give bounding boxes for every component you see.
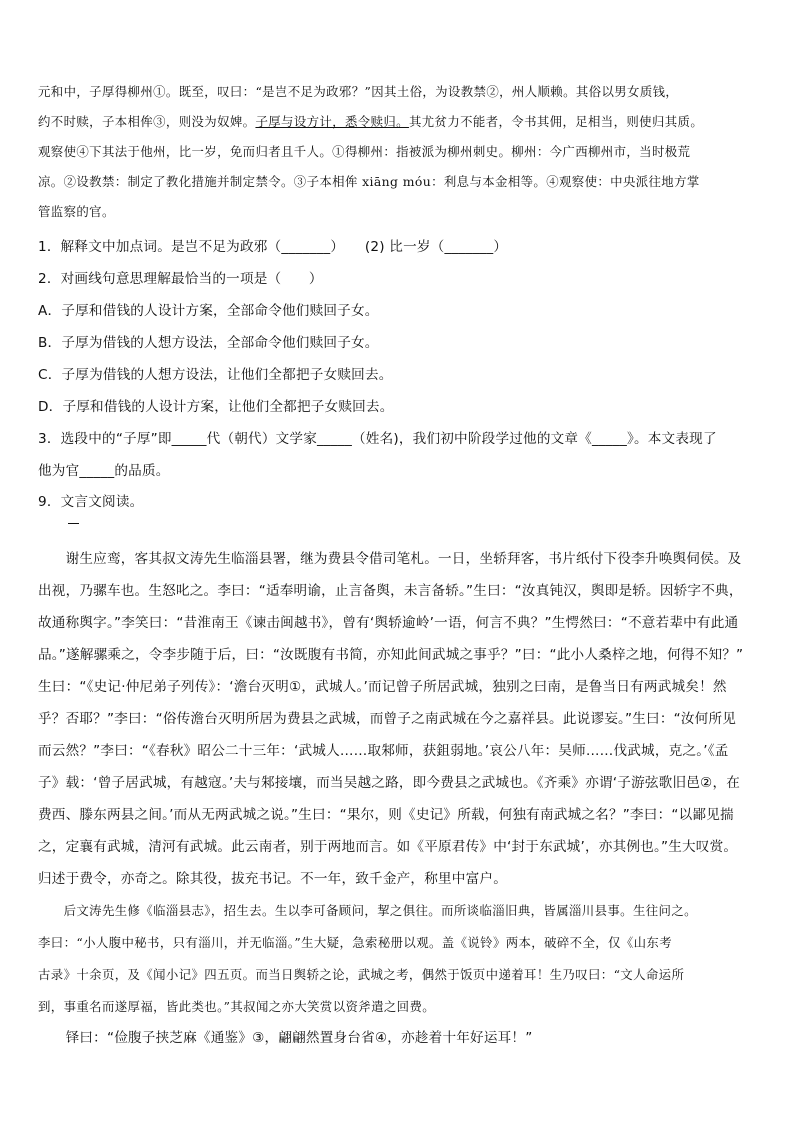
passage1-line-2-b: 其尤贫力不能者，令书其佣，足相当，则使归其质。 bbox=[408, 114, 704, 129]
passage1-line-5: 管监察的官。 bbox=[38, 204, 115, 219]
passage3-line-4: 到，事重名而遂厚福，皆此类也。”其叔闻之亦大笑赏以资斧遣之回费。 bbox=[38, 999, 436, 1014]
question-2: 2．对画线句意思理解最恰当的一项是（ ） bbox=[38, 271, 323, 287]
option-d: D．子厚和借钱的人设计方案，让他们全都把子女赎回去。 bbox=[38, 399, 394, 415]
passage2-line-9: 费西、滕东两县之间。’而从无两武城之说。”生曰：“果尔，则《史记》所载，何独有南武城之名？”李曰：“以鄙见揣 bbox=[38, 807, 734, 823]
passage2-line-5: 生曰：“《史记·仲尼弟子列传》：‘澹台灭明①，武城人。’而记曾子所居武城，独别之曰南，是鲁当日有两武城矣！然 bbox=[38, 679, 727, 695]
passage2-line-11: 归述于费令，亦奇之。除其役，拔充书记。不一年，致千金产，称里中富户。 bbox=[38, 871, 507, 887]
passage1-line-3: 观察使④下其法于他州，比一岁，免而归者且千人。①得柳州：指被派为柳州刺史。柳州：今广西柳州市，当时极荒 bbox=[38, 144, 691, 159]
passage1-line-2-a: 约不时赎，子本相侔③，则没为奴婢。 bbox=[38, 114, 256, 129]
option-c: C．子厚为借钱的人想方设法，让他们全都把子女赎回去。 bbox=[38, 367, 393, 383]
question-3-cont: 他为官_____的品质。 bbox=[38, 463, 170, 479]
passage3-line-1: 后文涛先生修《临淄县志》，招生去。生以李可备顾问，挈之俱往。而所谈临淄旧典，皆属淄川县事。生往问之。 bbox=[38, 903, 697, 918]
passage1-line-2 bbox=[38, 112, 758, 130]
passage2-line-10: 之，定襄有武城，清河有武城。此云南者，别于两地而言。如《平原君传》中‘封于东武城’，亦其例也。”生大叹赏。 bbox=[38, 839, 738, 855]
option-b: B．子厚为借钱的人想方设法，全部命令他们赎回子女。 bbox=[38, 335, 379, 351]
passage2-line-4: 品。”遂解骡乘之，令李步随于后，曰：“汝既腹有书简，亦知此间武城之事乎？”曰：“此小人桑梓之地，何得不知？” bbox=[38, 647, 744, 663]
passage3-line-3: 古录》十余页，及《闻小记》四五页。而当日舆轿之论，武城之考，偶然于饭页中递着耳！生乃叹曰：“文人命运所 bbox=[38, 967, 685, 982]
question-1: 1．解释文中加点词。是岂不足为政邪（_______） (2) 比一岁（_______） bbox=[38, 239, 508, 255]
question-3: 3．选段中的“子厚”即_____代（朝代）文学家_____（姓名)，我们初中阶段学过他的文章《_____》。本文表现了 bbox=[38, 431, 717, 447]
section-heading-mark bbox=[68, 523, 79, 524]
passage2-line-1: 谢生应鸾，客其叔文涛先生临淄县署，继为费县令借司笔札。一日，坐轿拜客，书片纸付下役李升唤舆伺侯。及 bbox=[38, 551, 742, 567]
passage2-line-8: 子》载：‘曾子居武城，有越寇。’夫与邾接壤，而当吴越之路，即今费县之武城也。《齐乘》亦谓‘子游弦歌旧邑②，在 bbox=[38, 775, 741, 791]
passage2-line-3: 故通称舆字。”李笑曰：“昔淮南王《谏击闽越书》，曾有‘舆轿逾岭’一语，何言不典？”生愕然曰：“不意若辈中有此通 bbox=[38, 615, 739, 631]
passage2-line-6: 乎？否耶？”李曰：“俗传澹台灭明所居为费县之武城，而曾子之南武城在今之嘉祥县。此说谬妄。”生曰：“汝何所见 bbox=[38, 711, 737, 727]
question-9: 9．文言文阅读。 bbox=[38, 494, 144, 510]
passage1-line-4: 凉。②设教禁：制定了教化措施并制定禁令。③子本相侔 xiāng móu：利息与本金相等。④观察使：中央派往地方掌 bbox=[38, 174, 700, 189]
passage2-line-2: 出视，乃骡车也。生怒叱之。李曰：“适奉明谕，止言备舆，未言备轿。”生曰：“汝真钝汉，舆即是轿。因轿字不典， bbox=[38, 583, 743, 599]
passage1-line-1: 元和中，子厚得柳州①。既至，叹曰：“是岂不足为政邪？”因其土俗，为设教禁②，州人顺赖。其俗以男女质钱， bbox=[38, 84, 679, 99]
option-a: A．子厚和借钱的人设计方案，全部命令他们赎回子女。 bbox=[38, 303, 379, 319]
closing-remark: 铎曰：“俭腹子挟芝麻《通鉴》③，翩翩然置身台省④，亦趁着十年好运耳！” bbox=[38, 1030, 533, 1046]
passage3-line-2: 李曰：“小人腹中秘书，只有淄川，并无临淄。”生大疑，急索秘册以观。盖《说铃》两本，破碎不全，仅《山东考 bbox=[38, 935, 673, 950]
underlined-sentence: 子厚与设方计，悉令赎归。 bbox=[255, 114, 409, 129]
passage2-line-7: 而云然？”李曰：“《春秋》昭公二十三年：‘武城人……取邾师，获鉏弱地。’哀公八年：吴师……伐武城，克之。’《孟 bbox=[38, 743, 729, 759]
